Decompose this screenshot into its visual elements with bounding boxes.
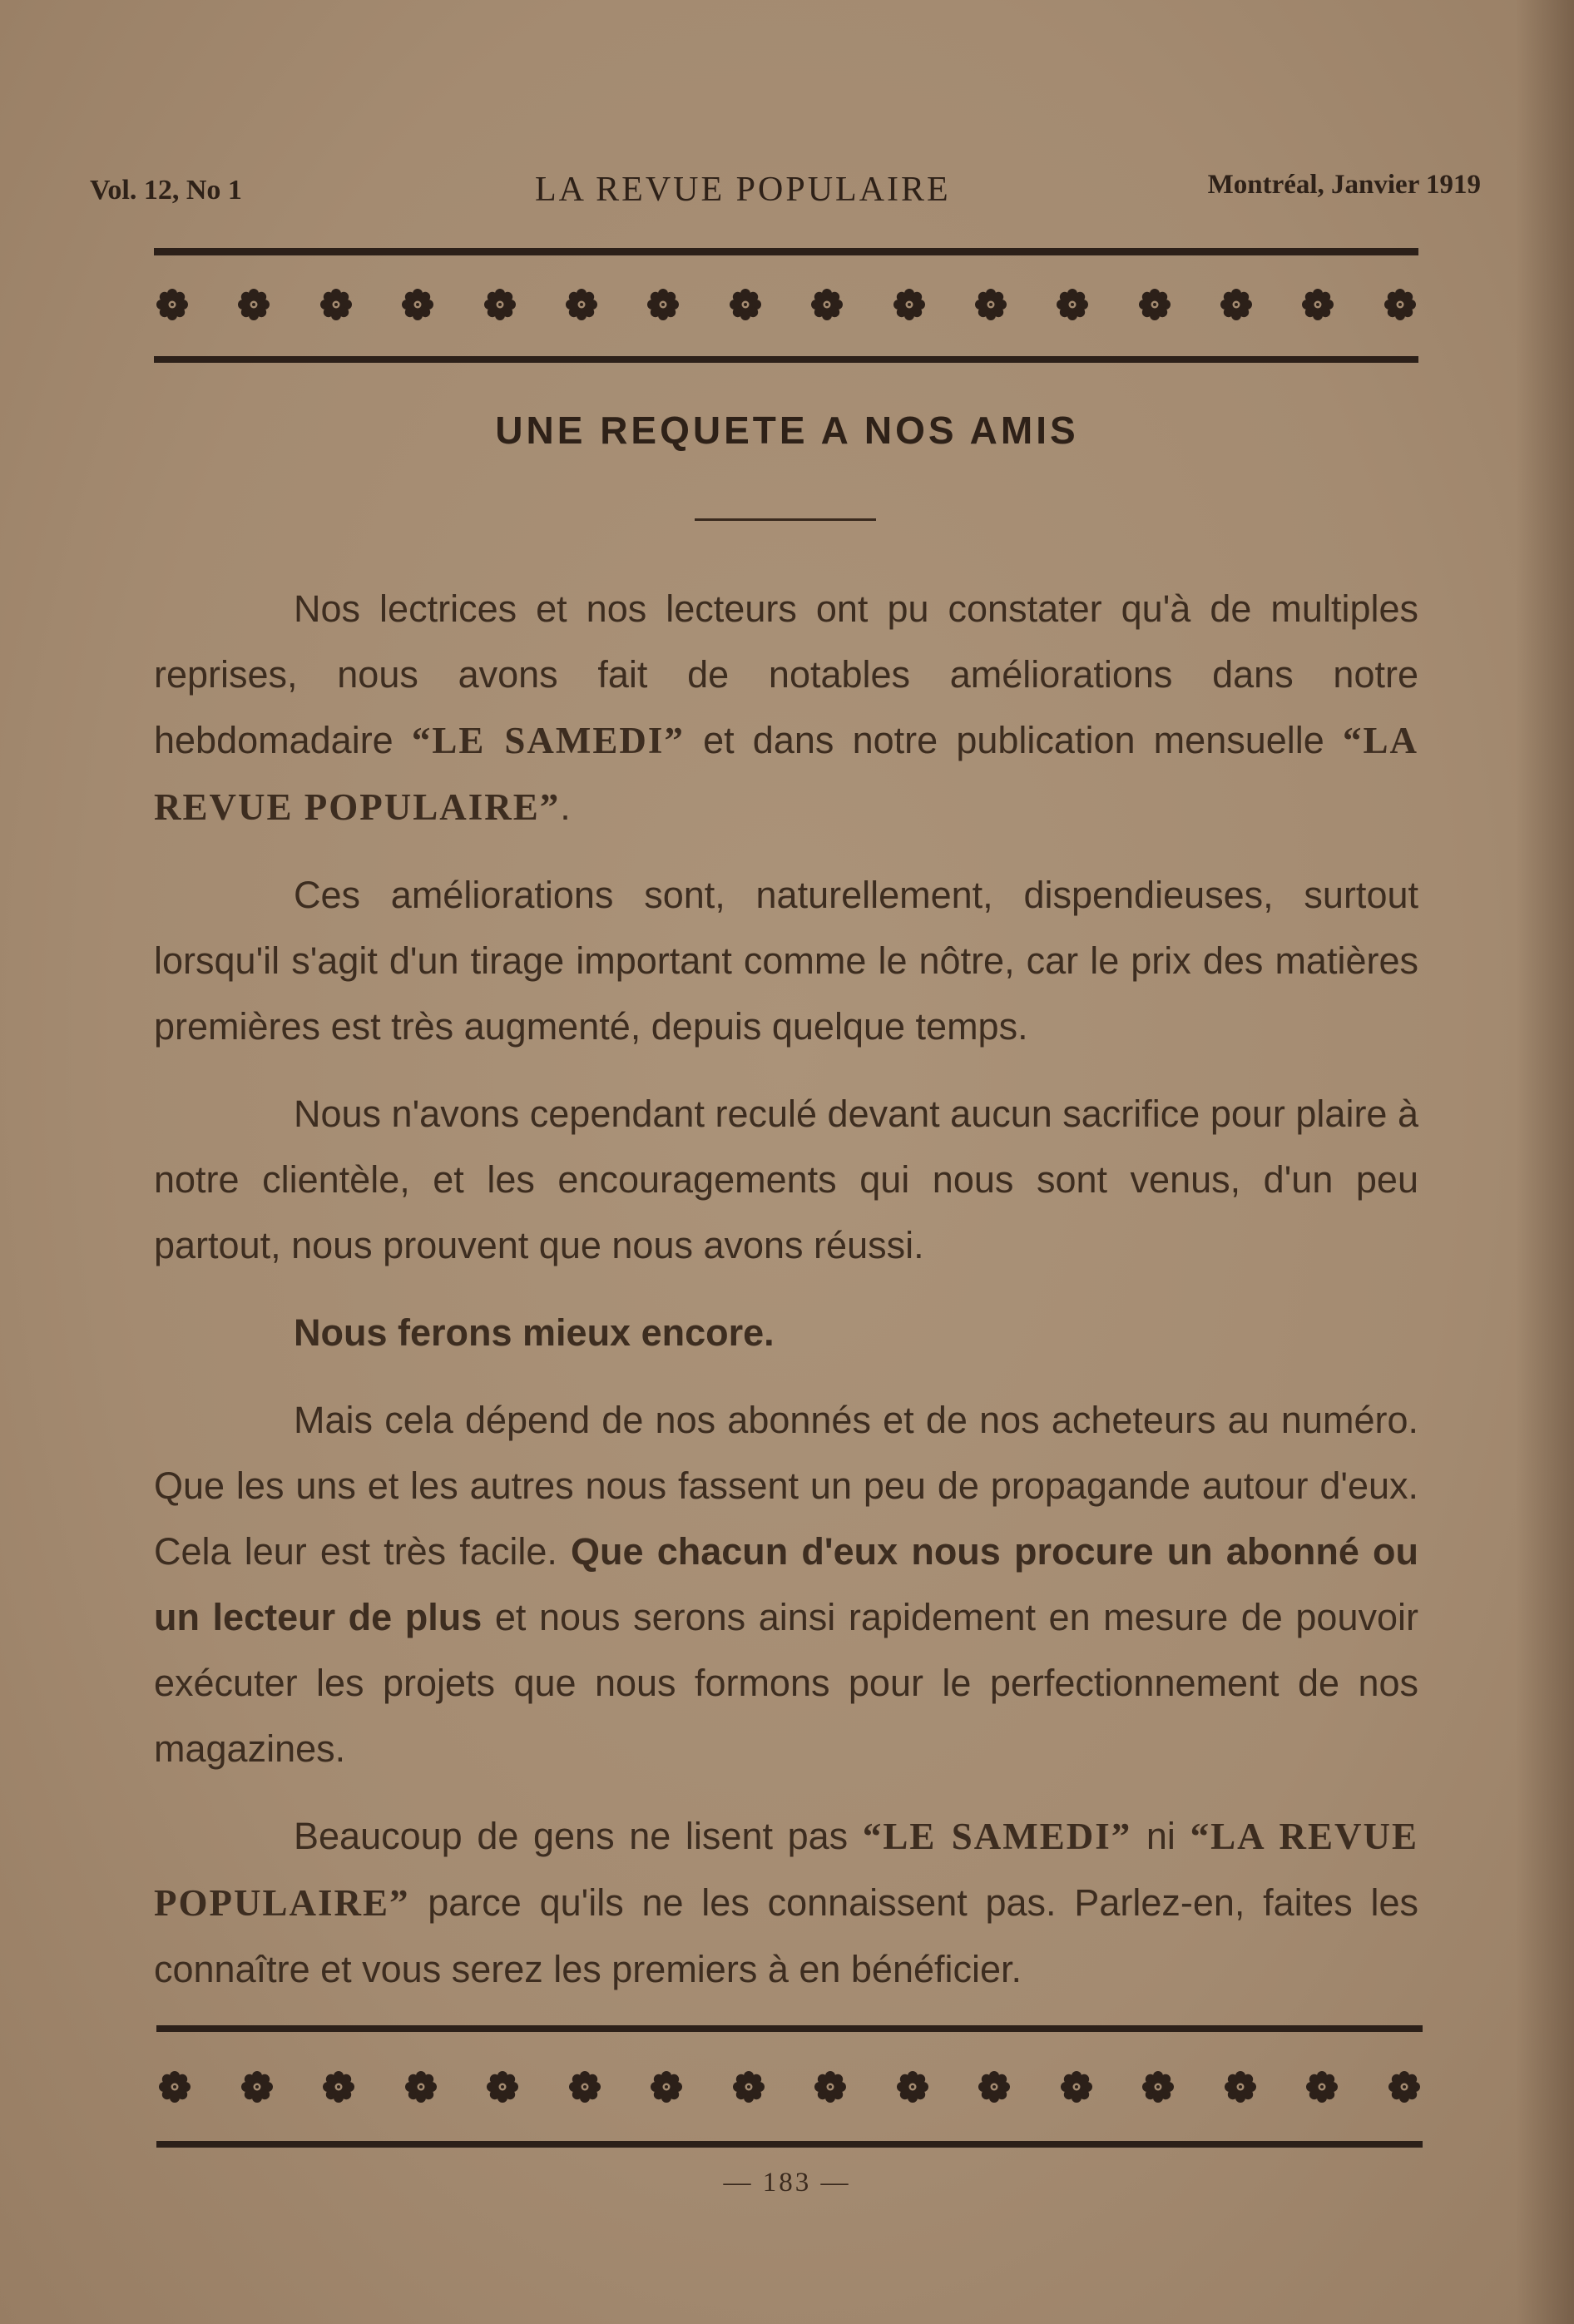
flower-ornament-icon: [399, 286, 436, 323]
bottom-ornament-band: [156, 2065, 1423, 2108]
top-rule-lower: [154, 356, 1418, 363]
article-body: [154, 576, 1418, 2024]
flower-ornament-icon: [1218, 286, 1255, 323]
flower-ornament-icon: [1382, 286, 1418, 323]
top-rule: [154, 248, 1418, 255]
paragraph-1-text: Nos lectrices et nos lecteurs ont pu constater qu'à de multiples reprises, nous avons fait de notables améliorations dans notre hebdomadaire: [154, 587, 1418, 761]
flower-ornament-icon: [1136, 286, 1173, 323]
paragraph-6-text-2: ni: [1131, 1815, 1190, 1857]
bottom-rule: [156, 2025, 1423, 2032]
revue-populaire-title: “LA REVUE POPULAIRE”: [154, 720, 1418, 828]
flower-ornament-icon: [156, 2069, 193, 2105]
revue-populaire-title: “LA REVUE POPULAIRE”: [154, 1816, 1418, 1924]
flower-ornament-icon: [482, 286, 518, 323]
paragraph-1: [154, 576, 1418, 840]
flower-ornament-icon: [645, 286, 681, 323]
paragraph-2: Ces améliorations sont, naturellement, dispendieuses, surtout lorsqu'il s'agit d'un tirage important comme le nôtre, car le prix des matières premières est très augmenté, depuis quelque temps.: [154, 874, 1418, 1048]
flower-ornament-icon: [894, 2069, 931, 2105]
paragraph-6: [154, 1803, 1418, 2002]
page-edge-shadow: [1516, 0, 1574, 2324]
flower-ornament-icon: [648, 2069, 685, 2105]
paragraph-4: Nous ferons mieux encore.: [294, 1311, 775, 1354]
le-samedi-title: “LE SAMEDI”: [862, 1816, 1132, 1857]
flower-ornament-icon: [154, 286, 191, 323]
flower-ornament-icon: [1299, 286, 1336, 323]
flower-ornament-icon: [1140, 2069, 1176, 2105]
issue-date: Montréal, Janvier 1919: [1207, 170, 1481, 200]
paragraph-6-text-3: parce qu'ils ne les connaissent pas. Parlez-en, faites les connaître et vous serez les premiers à en bénéficier.: [154, 1881, 1418, 1990]
publication-title: LA REVUE POPULAIRE: [535, 171, 951, 209]
flower-ornament-icon: [1054, 286, 1091, 323]
flower-ornament-icon: [567, 2069, 603, 2105]
flower-ornament-icon: [320, 2069, 357, 2105]
page-number: — 183 —: [723, 2168, 851, 2198]
top-ornament-band: [154, 283, 1418, 326]
paragraph-5-emphasis: Que chacun d'eux nous procure un abonné ou un lecteur de plus: [154, 1530, 1418, 1638]
flower-ornament-icon: [1222, 2069, 1259, 2105]
flower-ornament-icon: [1304, 2069, 1340, 2105]
paragraph-6-text: Beaucoup de gens ne lisent pas: [294, 1815, 863, 1857]
flower-ornament-icon: [239, 2069, 275, 2105]
flower-ornament-icon: [812, 2069, 849, 2105]
flower-ornament-icon: [730, 2069, 767, 2105]
paragraph-3: Nous n'avons cependant reculé devant aucun sacrifice pour plaire à notre clientèle, et les encouragements qui nous sont venus, d'un peu partout, nous prouvent que nous avons réussi.: [154, 1093, 1418, 1266]
flower-ornament-icon: [235, 286, 272, 323]
flower-ornament-icon: [1058, 2069, 1095, 2105]
paragraph-5-text: Mais cela dépend de nos abonnés et de nos acheteurs au numéro. Que les uns et les autres nous fassent un peu de propagande autour d'eux. Cela leur est très facile.: [154, 1399, 1418, 1573]
flower-ornament-icon: [1386, 2069, 1423, 2105]
paragraph-1-end: .: [560, 785, 571, 828]
le-samedi-title: “LE SAMEDI”: [411, 720, 685, 761]
volume-number: Vol. 12, No 1: [90, 175, 242, 206]
flower-ornament-icon: [809, 286, 845, 323]
paragraph-5: [154, 1387, 1418, 1781]
bottom-rule-lower: [156, 2141, 1423, 2148]
running-header: [90, 166, 1487, 216]
flower-ornament-icon: [891, 286, 928, 323]
paragraph-1-text-2: et dans notre publication mensuelle: [684, 719, 1343, 761]
flower-ornament-icon: [976, 2069, 1012, 2105]
flower-ornament-icon: [484, 2069, 521, 2105]
flower-ornament-icon: [563, 286, 600, 323]
flower-ornament-icon: [403, 2069, 439, 2105]
heading-divider: [695, 518, 876, 521]
flower-ornament-icon: [727, 286, 764, 323]
flower-ornament-icon: [973, 286, 1009, 323]
flower-ornament-icon: [318, 286, 354, 323]
article-heading: UNE REQUETE A NOS AMIS: [495, 409, 1079, 452]
paragraph-5-text-2: et nous serons ainsi rapidement en mesure de pouvoir exécuter les projets que nous formons pour le perfectionnement de nos magazines.: [154, 1596, 1418, 1770]
